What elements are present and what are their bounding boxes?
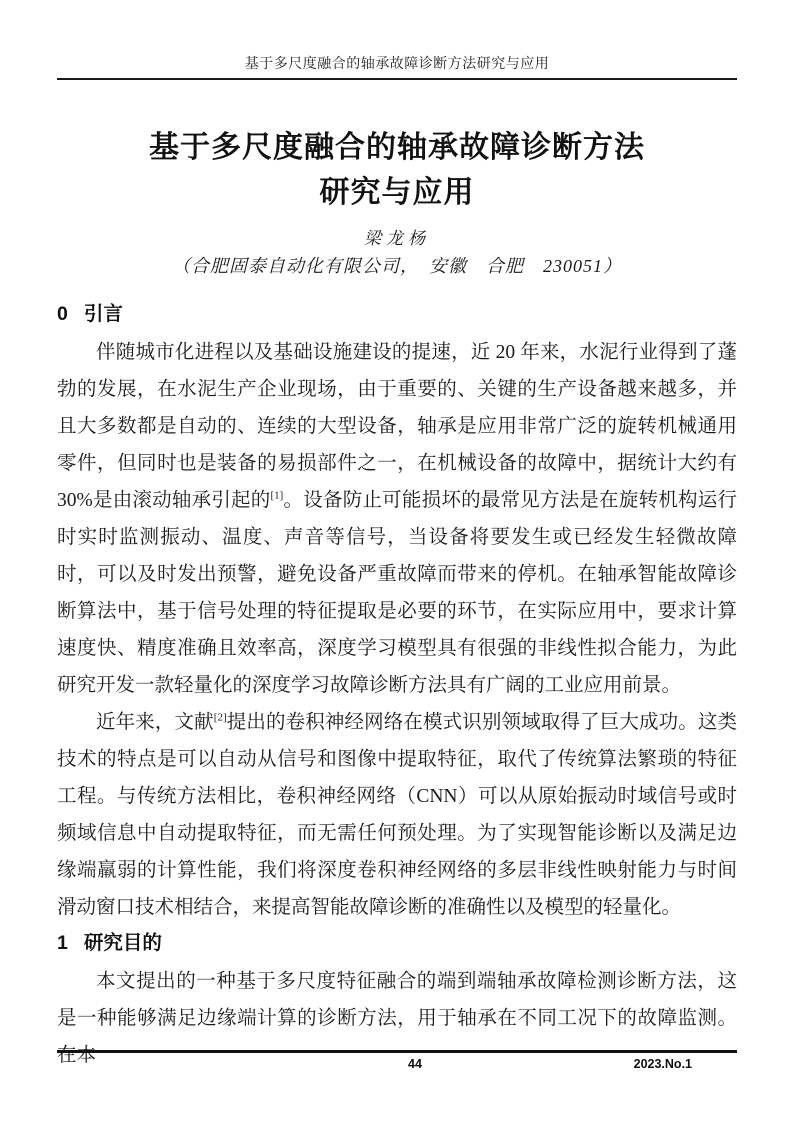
section-number: 0 xyxy=(57,303,68,325)
page-footer xyxy=(57,1050,737,1073)
issue-label: 2023.No.1 xyxy=(633,1057,692,1071)
section-number: 1 xyxy=(57,932,68,954)
footer-rule xyxy=(57,1050,737,1053)
title-line-2: 研究与应用 xyxy=(319,176,475,209)
author-affiliation: （合肥固泰自动化有限公司， 安徽 合肥 230051） xyxy=(172,256,622,276)
paragraph-text: 本文提出的一种基于多尺度特征融合的端到端轴承故障检测诊断方法，这是一种能够满足边缘端计算的诊断方法，用于轴承在不同工况下的故障监测。在本 xyxy=(57,971,737,1066)
section-title: 引言 xyxy=(83,303,123,325)
footer-row xyxy=(57,1057,737,1073)
page-content xyxy=(57,0,737,1074)
section-title: 研究目的 xyxy=(83,932,162,954)
paragraph-text: 伴随城市化进程以及基础设施建设的提速，近 20 年来，水泥行业得到了蓬勃的发展，在水泥生产企业现场，由于重要的、关键的生产设备越来越多，并且大多数都是自动的、连续的大型设备，轴承是应用非常广泛的旋转机械通用零件，但同时也是装备的易损部件之一，在机械设备的故障中，据统计大约有 30%是由滚动轴承引起的 xyxy=(57,342,737,511)
paragraph-introduction-1 xyxy=(57,334,737,704)
paragraph-text: 近年来，文献 xyxy=(96,712,214,733)
header-rule xyxy=(57,78,737,80)
paragraph-text: 。设备防止可能损坏的最常见方法是在旋转机构运行时实时监测振动、温度、声音等信号，当设备将要发生或已经发生轻微故障时，可以及时发出预警，避免设备严重故障而带来的停机。在轴承智能故障诊断算法中，基于信号处理的特征提取是必要的环节，在实际应用中，要求计算速度快、精度准确且效率高，深度学习模型具有很强的非线性拟合能力，为此研究开发一款轻量化的深度学习故障诊断方法具有广阔的工业应用前景。 xyxy=(57,490,737,696)
section-heading-research-purpose xyxy=(57,930,737,957)
running-header xyxy=(57,0,737,74)
citation-ref-2: [2] xyxy=(213,711,227,724)
page-number: 44 xyxy=(408,1057,422,1071)
paragraph-introduction-2 xyxy=(57,704,737,926)
author-name: 梁龙杨 xyxy=(364,229,430,248)
title-line-1: 基于多尺度融合的轴承故障诊断方法 xyxy=(149,131,645,164)
citation-ref-1: [1] xyxy=(270,489,284,502)
paragraph-text: 提出的卷积神经网络在模式识别领域取得了巨大成功。这类技术的特点是可以自动从信号和图像中提取特征，取代了传统算法繁琐的特征工程。与传统方法相比，卷积神经网络（CNN）可以从原始振动时域信号或时频域信息中自动提取特征，而无需任何预处理。为了实现智能诊断以及满足边缘端羸弱的计算性能，我们将深度卷积神经网络的多层非线性映射能力与时间滑动窗口技术相结合，来提高智能故障诊断的准确性以及模型的轻量化。 xyxy=(57,712,737,918)
running-header-title: 基于多尺度融合的轴承故障诊断方法研究与应用 xyxy=(244,57,550,72)
page-title xyxy=(57,125,737,215)
section-heading-introduction xyxy=(57,301,737,328)
